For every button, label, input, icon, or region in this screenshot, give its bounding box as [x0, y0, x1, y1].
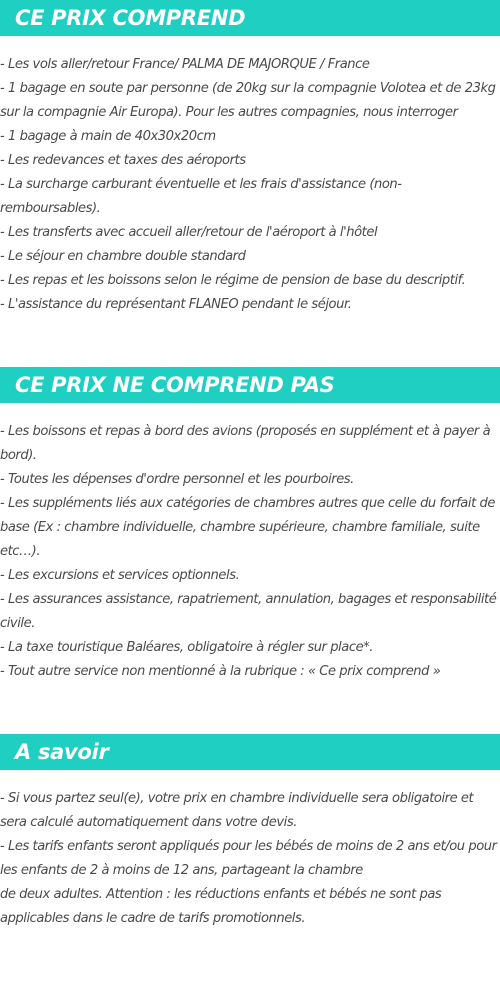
- section-header-exclus: [0, 367, 500, 403]
- list-item: - Les transferts avec accueil aller/retour de l'aéroport à l'hôtel: [0, 225, 378, 240]
- list-item: - Les suppléments liés aux catégories de chambres autres que celle du forfait de base (Ex : chambre individuelle, chambre supérieure, chambre familiale, suite etc…).: [0, 496, 495, 559]
- list-item: - Les vols aller/retour France/ PALMA DE MAJORQUE / France: [0, 57, 370, 72]
- section-body-exclus: [0, 420, 500, 684]
- list-item: - La taxe touristique Baléares, obligatoire à régler sur place*.: [0, 640, 373, 655]
- list-item: - Les repas et les boissons selon le régime de pension de base du descriptif.: [0, 273, 466, 288]
- section-body-savoir: [0, 787, 500, 931]
- list-item: - Les assurances assistance, rapatriement, annulation, bagages et responsabilité civile.: [0, 592, 497, 631]
- section-body-inclus: [0, 53, 500, 317]
- section-header-inclus: [0, 0, 500, 36]
- list-item: - Si vous partez seul(e), votre prix en chambre individuelle sera obligatoire et sera calculé automatiquement dans votre devis.: [0, 791, 474, 830]
- list-item: - L'assistance du représentant FLANEO pendant le séjour.: [0, 297, 352, 312]
- list-item: - Les excursions et services optionnels.: [0, 568, 240, 583]
- list-item: - 1 bagage en soute par personne (de 20kg sur la compagnie Volotea et de 23kg sur la compagnie Air Europa). Pour les autres compagnies, nous interroger: [0, 81, 496, 120]
- list-item: - La surcharge carburant éventuelle et les frais d'assistance (non-remboursables).: [0, 177, 402, 216]
- list-item: - 1 bagage à main de 40x30x20cm: [0, 129, 216, 144]
- list-item: - Le séjour en chambre double standard: [0, 249, 246, 264]
- list-item: - Les redevances et taxes des aéroports: [0, 153, 246, 168]
- list-item: - Les tarifs enfants seront appliqués pour les bébés de moins de 2 ans et/ou pour les enfants de 2 à moins de 12 ans, partageant la chambre: [0, 839, 497, 878]
- list-item: - Toutes les dépenses d'ordre personnel et les pourboires.: [0, 472, 354, 487]
- list-item: - Tout autre service non mentionné à la rubrique : « Ce prix comprend »: [0, 664, 441, 679]
- section-title-exclus: CE PRIX NE COMPREND PAS: [15, 373, 335, 397]
- list-item: de deux adultes. Attention : les réductions enfants et bébés ne sont pas applicables dans le cadre de tarifs promotionnels.: [0, 887, 442, 926]
- section-header-savoir: [0, 734, 500, 770]
- list-item: - Les boissons et repas à bord des avions (proposés en supplément et à payer à bord).: [0, 424, 491, 463]
- section-title-inclus: CE PRIX COMPREND: [15, 6, 246, 30]
- section-title-savoir: A savoir: [15, 740, 109, 764]
